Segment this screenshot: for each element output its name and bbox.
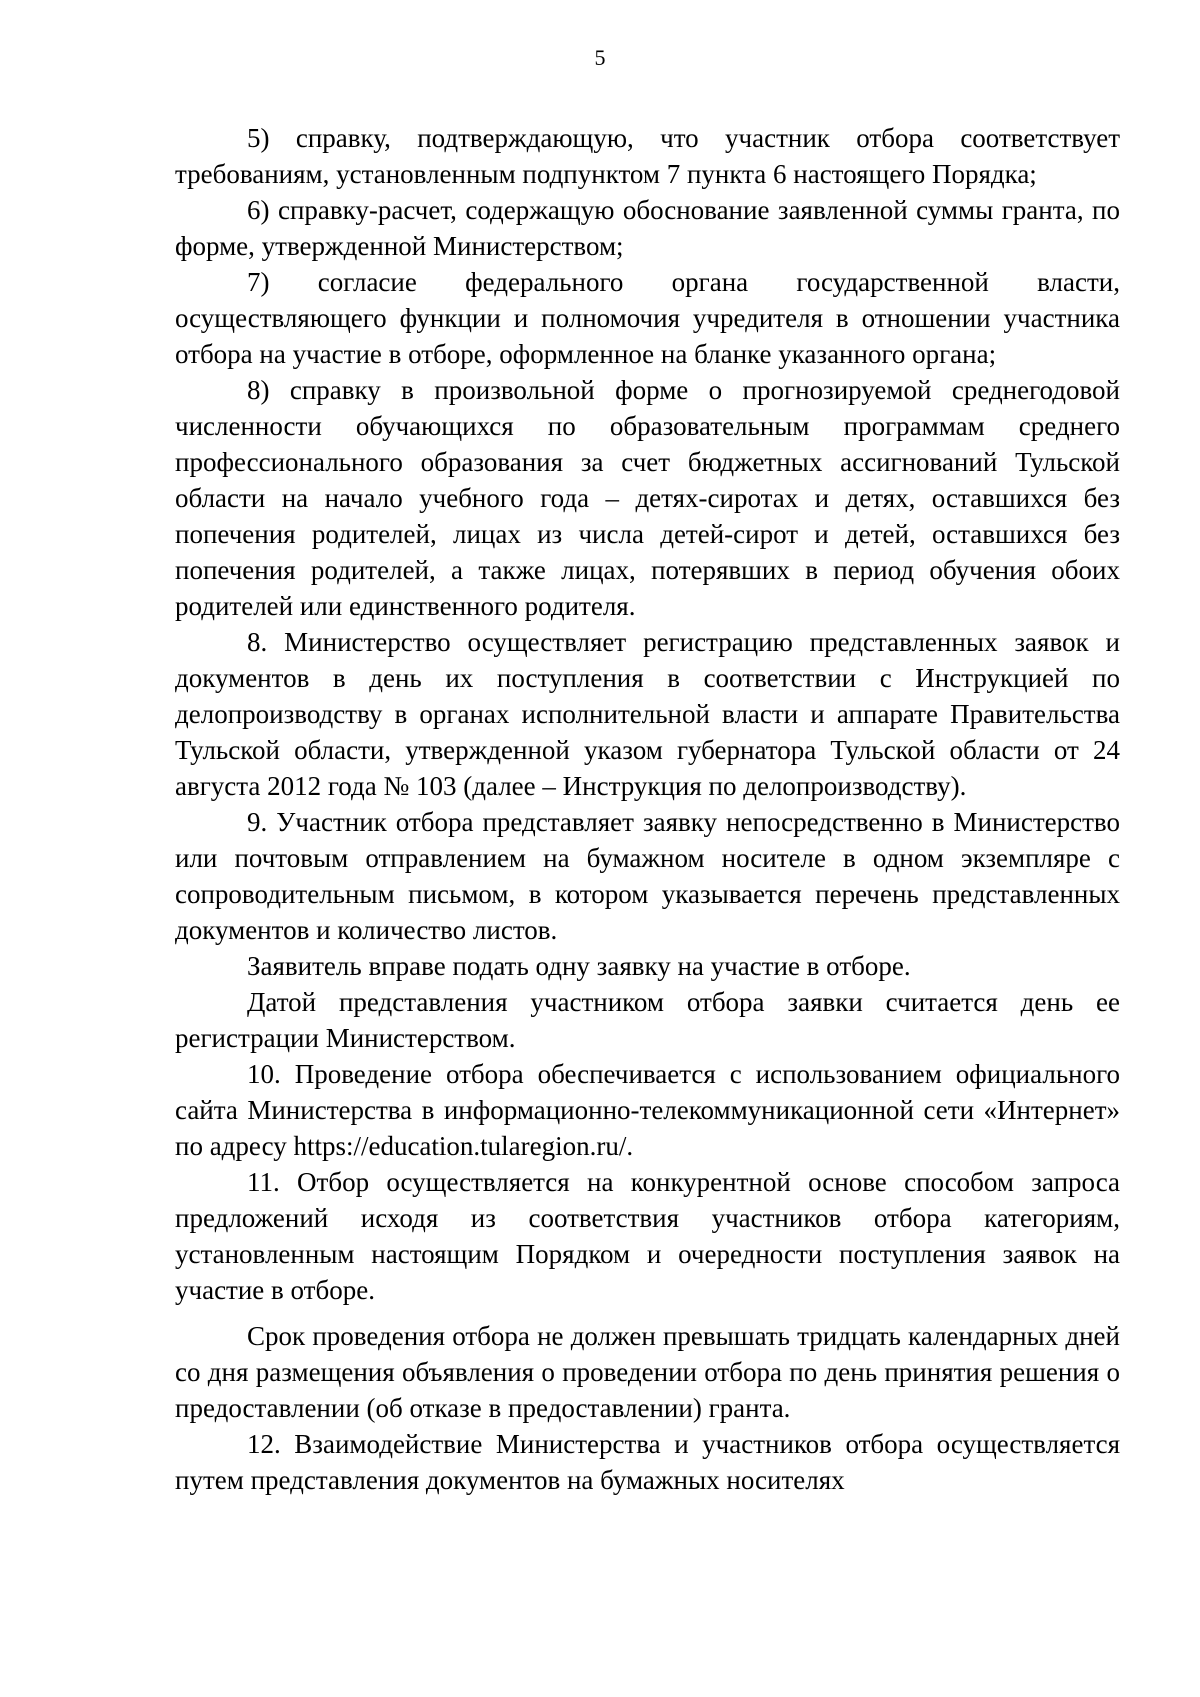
document-body: [175, 120, 1120, 1498]
paragraph-item-6-calculation: 6) справку-расчет, содержащую обоснование заявленной суммы гранта, по форме, утвержденной Министерством;: [175, 195, 1120, 261]
paragraph-clause-9-submission: 9. Участник отбора представляет заявку непосредственно в Министерство или почтовым отправлением на бумажном носителе в одном экземпляре с сопроводительным письмом, в котором указывается перечень представленных документов и количество листов.: [175, 807, 1120, 945]
paragraph-selection-deadline: Срок проведения отбора не должен превышать тридцать календарных дней со дня размещения объявления о проведении отбора по день принятия решения о предоставлении (об отказе в предоставлении) гранта.: [175, 1321, 1120, 1423]
paragraph-item-7-consent: 7) согласие федерального органа государственной власти, осуществляющего функции и полномочия учредителя в отношении участника отбора на участие в отборе, оформленное на бланке указанного органа;: [175, 267, 1120, 369]
paragraph-clause-11-selection: 11. Отбор осуществляется на конкурентной основе способом запроса предложений исходя из соответствия участников отбора категориям, установленным настоящим Порядком и очередности поступления заявок на участие в отборе.: [175, 1167, 1120, 1305]
paragraph-item-5-certificate: 5) справку, подтверждающую, что участник отбора соответствует требованиям, установленным подпунктом 7 пункта 6 настоящего Порядка;: [175, 123, 1120, 189]
paragraph-one-application: Заявитель вправе подать одну заявку на участие в отборе.: [247, 951, 911, 981]
paragraph-item-8-student-count: 8) справку в произвольной форме о прогнозируемой среднегодовой численности обучающихся по образовательным программам среднего профессионального образования за счет бюджетных ассигнований Тульской области на начало учебного года – детях-сиротах и детях, оставшихся без попечения родителей, лицах из числа детей-сирот и детей, оставшихся без попечения родителей, а также лицах, потерявших в период обучения обоих родителей или единственного родителя.: [175, 375, 1120, 621]
paragraph-clause-8-registration: 8. Министерство осуществляет регистрацию представленных заявок и документов в день их поступления в соответствии с Инструкцией по делопроизводству в органах исполнительной власти и аппарате Правительства Тульской области, утвержденной указом губернатора Тульской области от 24 августа 2012 года № 103 (далее – Инструкция по делопроизводству).: [175, 627, 1120, 801]
page-number: 5: [594, 45, 606, 70]
paragraph-clause-10-website: 10. Проведение отбора обеспечивается с использованием официального сайта Министерства в информационно-телекоммуникационной сети «Интернет» по адресу https://education.tularegion.ru/.: [175, 1059, 1120, 1161]
paragraph-clause-12-interaction: 12. Взаимодействие Министерства и участников отбора осуществляется путем представления документов на бумажных носителях: [175, 1429, 1120, 1495]
paragraph-submission-date: Датой представления участником отбора заявки считается день ее регистрации Министерством.: [175, 987, 1120, 1053]
